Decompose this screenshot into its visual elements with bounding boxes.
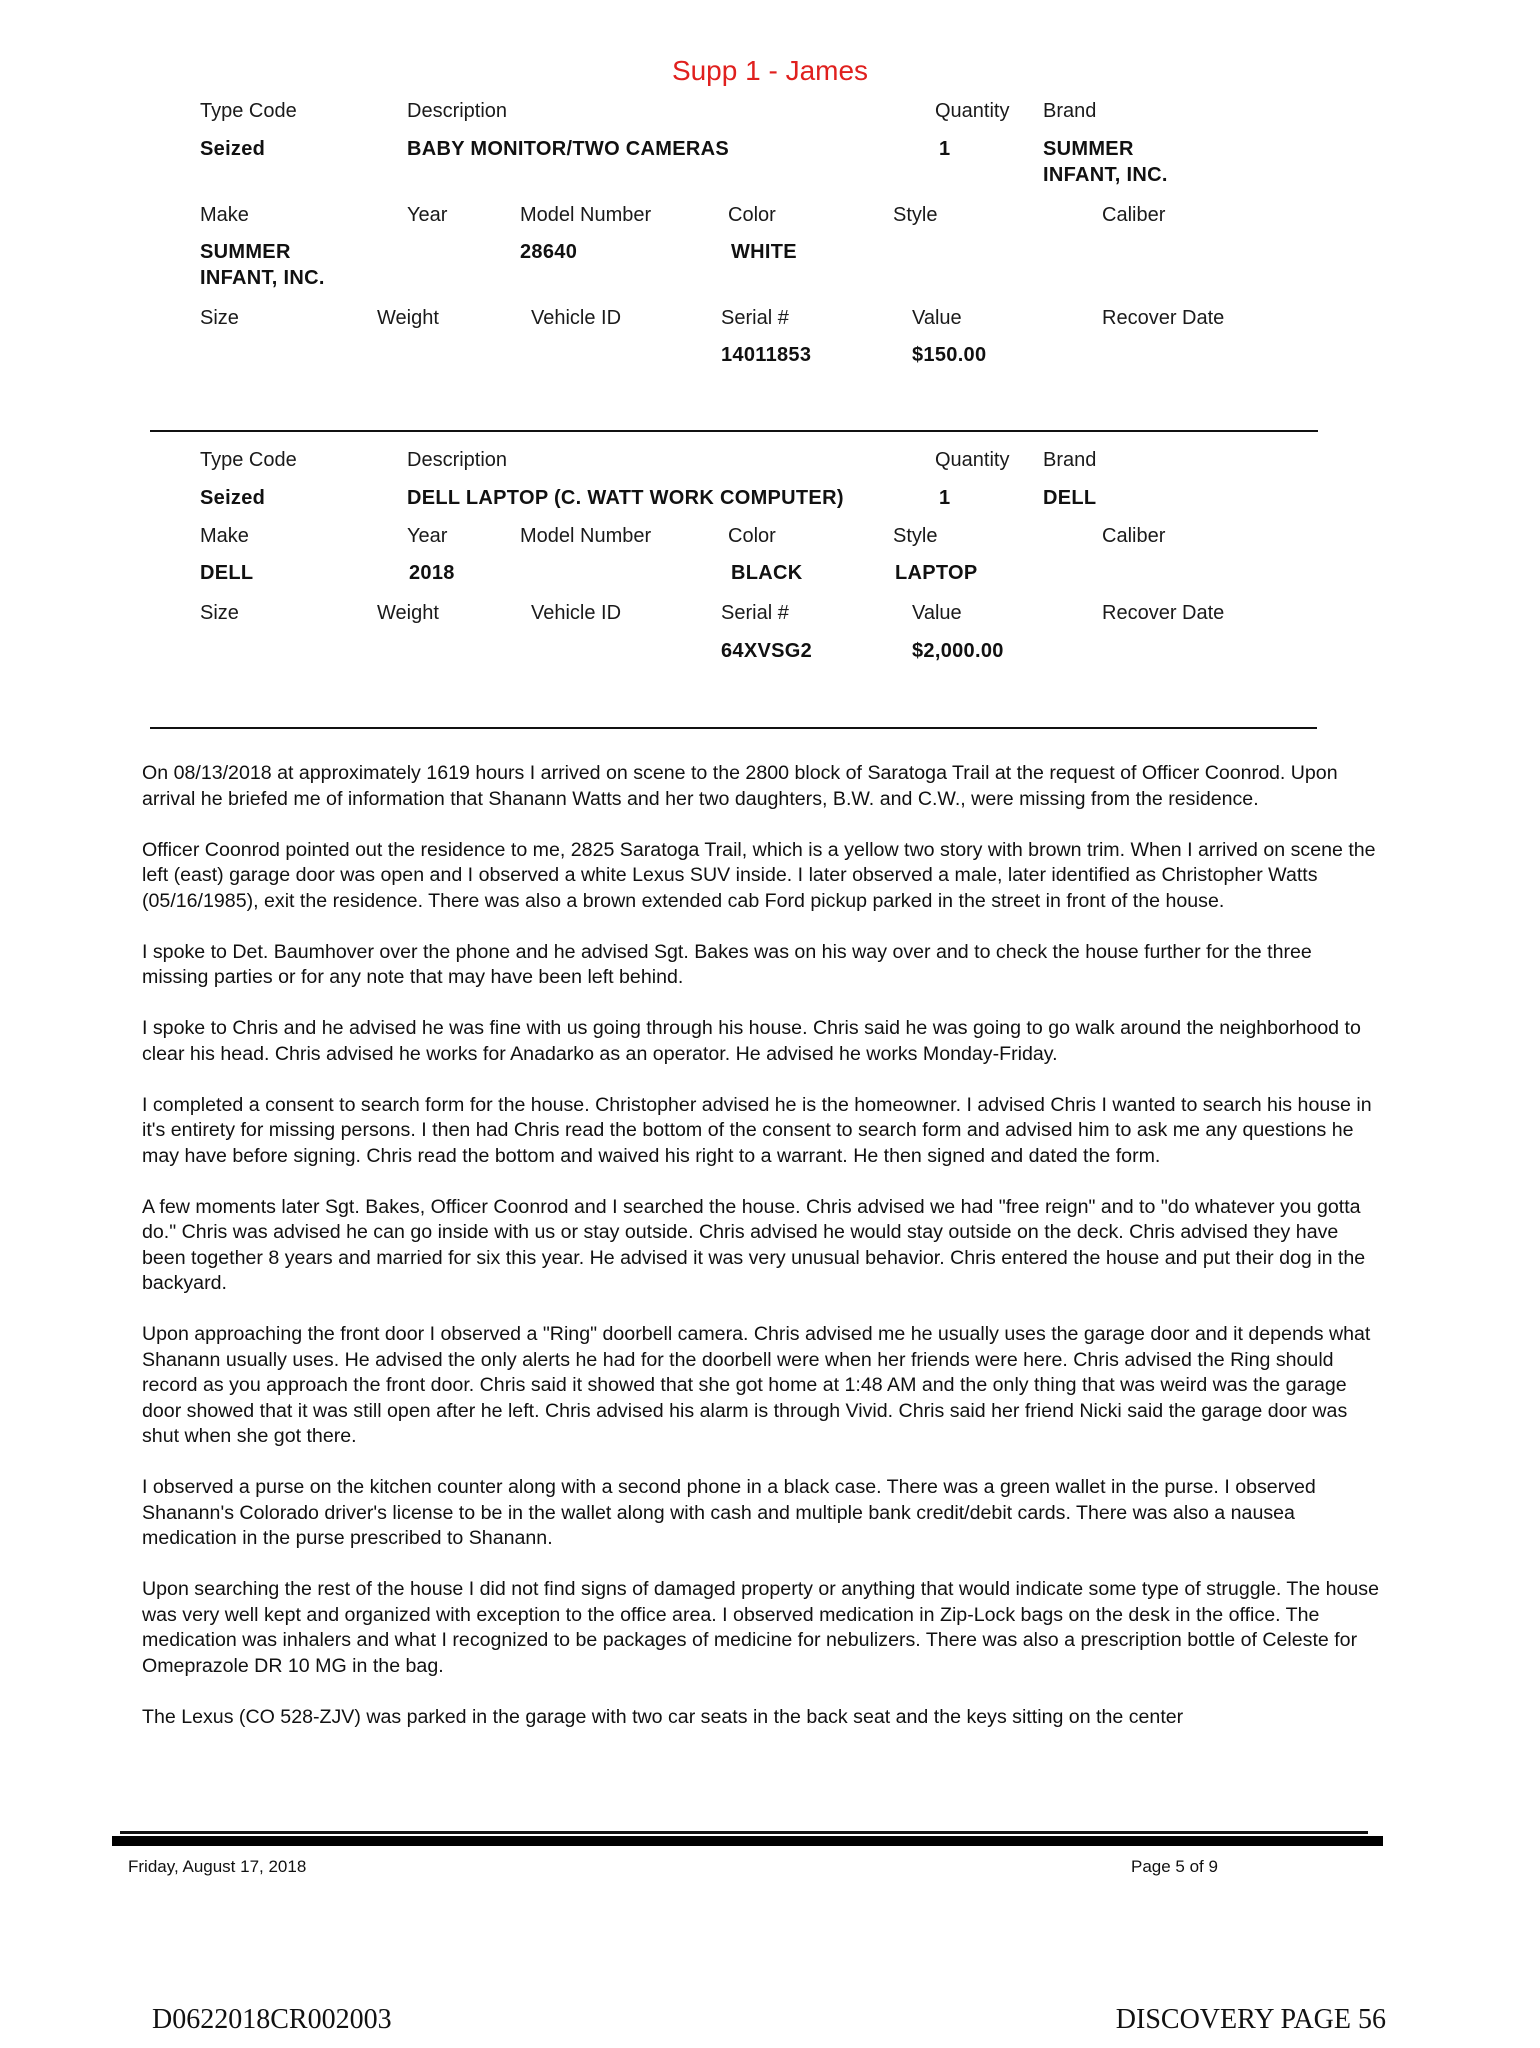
value-year: 2018 [409, 562, 455, 584]
item-separator [150, 430, 1318, 432]
report-title: Supp 1 - James [671, 55, 869, 86]
label-type-code: Type Code [200, 100, 297, 122]
label-weight: Weight [377, 602, 439, 624]
narrative-paragraph: I spoke to Det. Baumhover over the phone and he advised Sgt. Bakes was on his way over and to check the house further for the three missing parties or for any note that may have been left behind. [142, 940, 1312, 988]
label-weight: Weight [377, 307, 439, 329]
value-type-code: Seized [200, 138, 266, 160]
label-model-number: Model Number [520, 525, 652, 547]
label-serial: Serial # [721, 307, 789, 329]
label-size: Size [200, 307, 239, 329]
bates-number: D0622018CR002003 [152, 2004, 392, 2035]
label-value: Value [912, 307, 962, 329]
value-serial: 14011853 [721, 344, 812, 366]
label-model-number: Model Number [520, 204, 652, 226]
footer-date: Friday, August 17, 2018 [128, 1857, 307, 1876]
value-quantity: 1 [939, 138, 951, 160]
label-year: Year [407, 525, 448, 547]
label-description: Description [407, 449, 508, 471]
label-caliber: Caliber [1102, 525, 1166, 547]
label-value: Value [912, 602, 962, 624]
value-type-code: Seized [200, 487, 266, 509]
label-style: Style [893, 525, 938, 547]
item-separator [150, 727, 1317, 729]
narrative-paragraph: Officer Coonrod pointed out the residence to me, 2825 Saratoga Trail, which is a yellow two story with brown trim. When I arrived on scene the left (east) garage door was open and I observed a white Lexus SUV inside. I later observed a male, later identified as Christopher Watts (05/16/1985), exit the residence. There was also a brown extended cab Ford pickup parked in the street in front of the house. [142, 838, 1376, 912]
value-description: BABY MONITOR/TWO CAMERAS [407, 138, 730, 160]
label-recover-date: Recover Date [1102, 602, 1225, 624]
narrative-paragraph: Upon approaching the front door I observed a "Ring" doorbell camera. Chris advised me he usually uses the garage door and it depends what Shanann usually uses. He advised the only alerts he had for the doorbell were when her friends were here. Chris advised the Ring should record as you approach the front door. Chris said it showed that she got home at 1:48 AM and the only thing that was weird was the garage door showed that it was still open after he left. Chris advised his alarm is through Vivid. Chris said her friend Nicki said the garage door was shut when she got there. [142, 1323, 1371, 1447]
narrative-paragraph: The Lexus (CO 528-ZJV) was parked in the garage with two car seats in the back seat and the keys sitting on the center [142, 1705, 1184, 1728]
narrative-paragraph: A few moments later Sgt. Bakes, Officer Coonrod and I searched the house. Chris advised we had "free reign" and to "do whatever you gotta do." Chris was advised he can go inside with us or stay outside. Chris advised he would stay outside on the deck. Chris advised they have been together 8 years and married for six this year. He advised it was very unusual behavior. Chris entered the house and put their dog in the backyard. [142, 1195, 1366, 1294]
footer-page-number: Page 5 of 9 [1131, 1857, 1218, 1876]
value-description: DELL LAPTOP (C. WATT WORK COMPUTER) [407, 487, 844, 509]
label-serial: Serial # [721, 602, 789, 624]
narrative-paragraph: On 08/13/2018 at approximately 1619 hours I arrived on scene to the 2800 block of Saratoga Trail at the request of Officer Coonrod. Upon arrival he briefed me of information that Shanann Watts and her two daughters, B.W. and C.W., were missing from the residence. [142, 762, 1338, 810]
label-make: Make [200, 204, 249, 226]
narrative-paragraph: I completed a consent to search form for the house. Christopher advised he is the homeowner. I advised Chris I wanted to search his house in it's entirety for missing persons. I then had Chris read the bottom of the consent to search form and advised him to ask me any questions he may have before signing. Chris read the bottom and waived his right to a warrant. He then signed and dated the form. [142, 1093, 1372, 1167]
label-year: Year [407, 204, 448, 226]
label-vehicle-id: Vehicle ID [531, 602, 622, 624]
discovery-page-stamp: DISCOVERY PAGE 56 [1115, 2004, 1386, 2035]
value-quantity: 1 [939, 487, 951, 509]
narrative-paragraph: I spoke to Chris and he advised he was fine with us going through his house. Chris said he was going to go walk around the neighborhood to clear his head. Chris advised he works for Anadarko as an operator. He advised he works Monday-Friday. [142, 1017, 1361, 1065]
value-color: WHITE [731, 241, 797, 263]
label-quantity: Quantity [935, 449, 1010, 471]
value-make: SUMMER INFANT, INC. [200, 241, 325, 289]
label-vehicle-id: Vehicle ID [531, 307, 622, 329]
label-description: Description [407, 100, 508, 122]
label-caliber: Caliber [1102, 204, 1166, 226]
label-size: Size [200, 602, 239, 624]
narrative-paragraph: Upon searching the rest of the house I did not find signs of damaged property or anything that would indicate some type of struggle. The house was very well kept and organized with exception to the office area. I observed medication in Zip-Lock bags on the desk in the office. The medication was inhalers and what I recognized to be packages of medicine for nebulizers. There was also a prescription bottle of Celeste for Omeprazole DR 10 MG in the bag. [142, 1578, 1379, 1677]
label-color: Color [728, 525, 776, 547]
value-model-number: 28640 [520, 241, 578, 263]
value-value: $2,000.00 [912, 640, 1004, 662]
label-quantity: Quantity [935, 100, 1010, 122]
footer-thick-rule [112, 1836, 1383, 1846]
value-serial: 64XVSG2 [721, 640, 813, 662]
value-make: DELL [200, 562, 254, 584]
value-style: LAPTOP [895, 562, 978, 584]
value-brand: SUMMER INFANT, INC. [1043, 138, 1168, 186]
label-brand: Brand [1043, 449, 1097, 471]
label-type-code: Type Code [200, 449, 297, 471]
value-value: $150.00 [912, 344, 987, 366]
label-color: Color [728, 204, 776, 226]
label-brand: Brand [1043, 100, 1097, 122]
value-brand: DELL [1043, 487, 1097, 509]
label-style: Style [893, 204, 938, 226]
value-color: BLACK [731, 562, 803, 584]
label-make: Make [200, 525, 249, 547]
footer-thin-rule [120, 1831, 1368, 1834]
label-recover-date: Recover Date [1102, 307, 1225, 329]
narrative [142, 761, 1382, 1730]
narrative-paragraph: I observed a purse on the kitchen counter along with a second phone in a black case. There was a green wallet in the purse. I observed Shanann's Colorado driver's license to be in the wallet along with cash and multiple bank credit/debit cards. There was also a nausea medication in the purse prescribed to Shanann. [142, 1476, 1316, 1549]
